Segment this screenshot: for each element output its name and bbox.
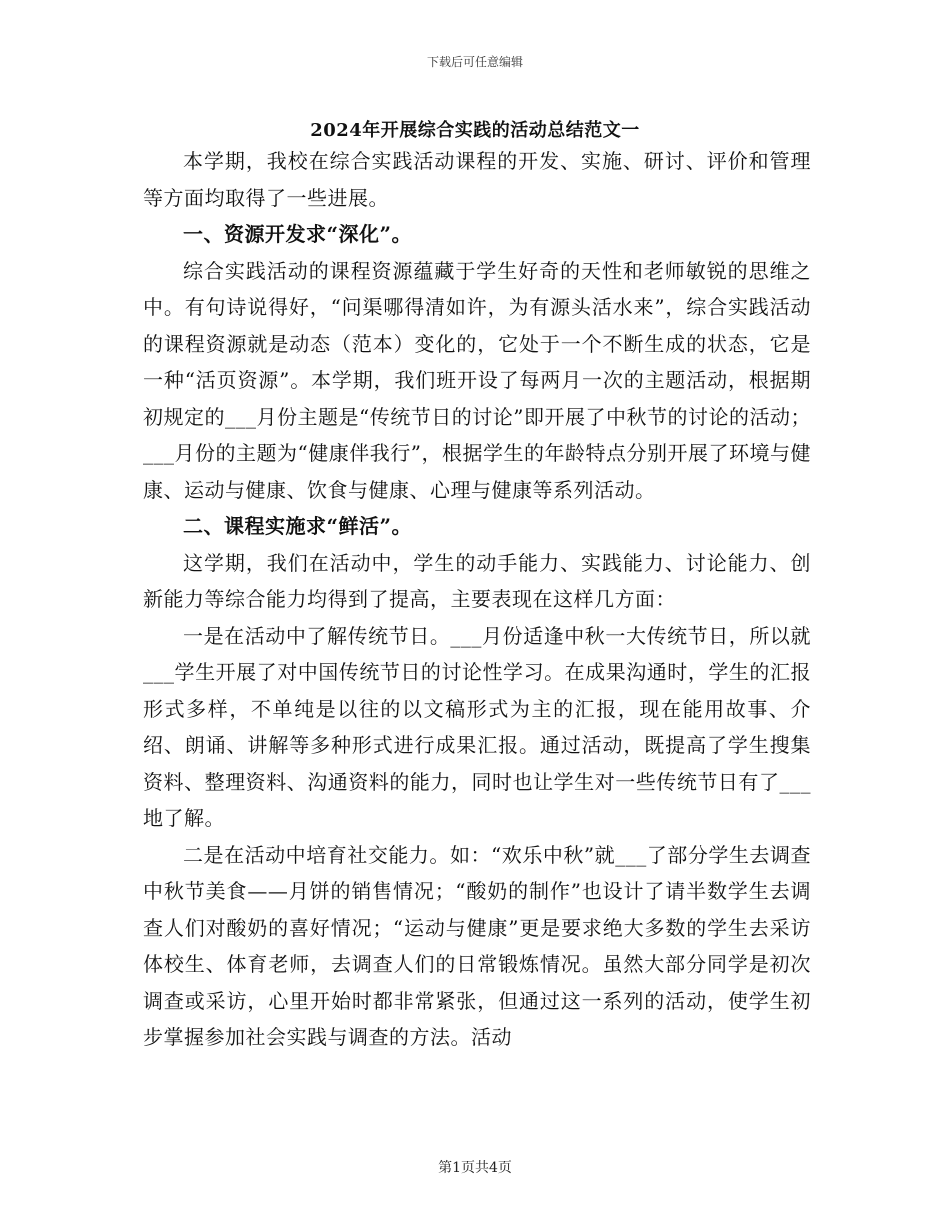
document-body [143, 143, 811, 1056]
section-heading-1: 一、资源开发求“深化”。 [183, 222, 413, 246]
page-footer: 第1页共4页 [438, 1160, 512, 1176]
document-title: 2024年开展综合实践的活动总结范文一 [310, 120, 640, 141]
paragraph-social-skills: 二是在活动中培育社交能力。如：“欢乐中秋”就___了部分学生去调查中秋节美食——月饼的销售情况；“酸奶的制作”也设计了请半数学生去调查人们对酸奶的喜好情况；“运动与健康”更是要求绝大多数的学生去采访体校生、体育老师，去调查人们的日常锻炼情况。虽然大部分同学是初次调查或采访，心里开始时都非常紧张，但通过这一系列的活动，使学生初步掌握参加社会实践与调查的方法。活动 [143, 842, 811, 1049]
paragraph-implementation: 这学期，我们在活动中，学生的动手能力、实践能力、讨论能力、创新能力等综合能力均得到了提高，主要表现在这样几方面： [143, 550, 811, 611]
section-heading-2: 二、课程实施求“鲜活”。 [183, 514, 413, 538]
paragraph-intro: 本学期，我校在综合实践活动课程的开发、实施、研讨、评价和管理等方面均取得了一些进展。 [143, 149, 811, 210]
header-note: 下载后可任意编辑 [426, 55, 523, 69]
paragraph-traditional-festivals: 一是在活动中了解传统节日。___月份适逢中秋一大传统节日，所以就___学生开展了对中国传统节日的讨论性学习。在成果沟通时，学生的汇报形式多样，不单纯是以往的以文稿形式为主的汇报，现在能用故事、介绍、朗诵、讲解等多种形式进行成果汇报。通过活动，既提高了学生搜集资料、整理资料、沟通资料的能力，同时也让学生对一些传统节日有了___地了解。 [143, 623, 811, 830]
paragraph-resources: 综合实践活动的课程资源蕴藏于学生好奇的天性和老师敏锐的思维之中。有句诗说得好，“问渠哪得清如许，为有源头活水来”，综合实践活动的课程资源就是动态（范本）变化的，它处于一个不断生成的状态，它是一种“活页资源”。本学期，我们班开设了每两月一次的主题活动，根据期初规定的___月份主题是“传统节日的讨论”即开展了中秋节的讨论的活动；___月份的主题为“健康伴我行”，根据学生的年龄特点分别开展了环境与健康、运动与健康、饮食与健康、心理与健康等系列活动。 [143, 258, 811, 502]
